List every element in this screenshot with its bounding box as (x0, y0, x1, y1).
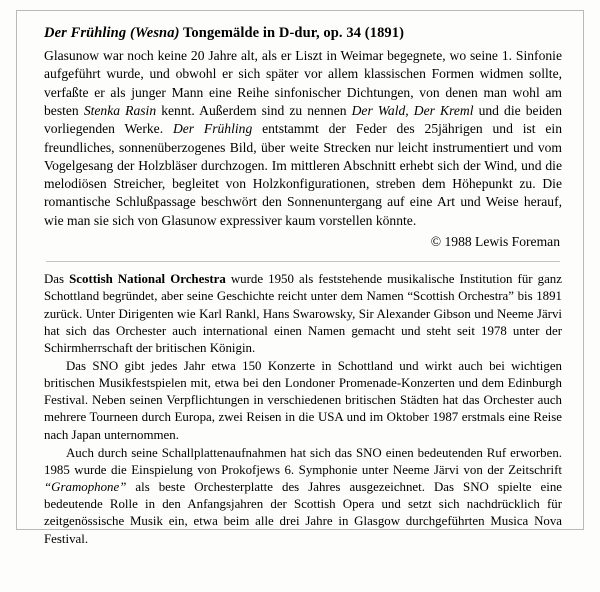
orchestra-p2-text: Das SNO gibt jedes Jahr etwa 150 Konzerte in Schottland und wirkt auch bei wichtigen britischen Musikfestspielen mit, etwa bei den Londoner Promenade-Konzerten und dem Edinburgh Festival. Neben seinen Verpflichtungen in verschiedenen britischen Städten hat das Orchester auch mehrere Tourneen durch Europa, zwei Reisen in die USA und im Oktober 1987 erstmals eine Reise nach Japan unternommen. (44, 359, 562, 442)
copyright-icon: © (430, 233, 442, 249)
copyright-text: 1988 Lewis Foreman (444, 233, 560, 249)
orchestra-p3-part2: als beste Orchesterplatte des Jahres ausgezeichnet. Das SNO spielte eine bedeutende Rolle in den Anfangsjahren der Scottish Opera und setzt sich nachdrücklich für zeitgenössische Musik ein, etwa beim alle drei Jahre in Glasgow durchgeführten Musica Nova Festival. (44, 480, 562, 546)
orchestra-name: Scottish National Orchestra (69, 272, 226, 287)
work-notes-paragraph (44, 47, 562, 230)
section-work-notes (44, 47, 562, 251)
copyright-line (44, 233, 562, 251)
orchestra-p1-lead: Das (44, 272, 70, 287)
document-content (28, 14, 578, 548)
section-orchestra-notes (44, 271, 562, 548)
title-alt-name: (Wesna) (129, 25, 180, 41)
work-notes-text: Glasunow war noch keine 20 Jahre alt, als er Liszt in Weimar begegnete, wo seine 1. Sinfonie aufgeführt wurde, und obwohl er sich später vor allem klassischen Formen widmen sollte, verfaßte er als junger Mann eine Reihe sinfonischer Dichtungen, von denen man wohl am besten Stenka Rasin kennt. Außerdem sind zu nennen Der Wald, Der Kreml und die beiden vorliegenden Werke. Der Frühling entstammt der Feder des 25jährigen und ist ein freundliches, sonnenüberzogenes Bild, über weite Strecken nur leicht instrumentiert und vom Vogelgesang der Holzbläser durchzogen. Im mittleren Abschnitt erhebt sich der Wind, und die melodiösen Streicher, begleitet von Holzkonfigurationen, streben dem Höhepunkt zu. Die romantische Schlußpassage beschwört den Sonnenuntergang auf eine Art und Weise herauf, wie man sie sich von Glasunow expressiver kaum vorstellen könnte. (44, 48, 563, 228)
orchestra-paragraph-3 (44, 445, 562, 548)
page-title (44, 24, 562, 42)
section-divider (46, 261, 560, 262)
orchestra-p1-rest: wurde 1950 als feststehende musikalische Institution für ganz Schottland begründet, aber seine Geschichte reicht unter dem Namen “Scottish Orchestra” bis 1891 zurück. Unter Dirigenten wie Karl Rankl, Hans Swarowsky, Sir Alexander Gibson und Neeme Järvi hat sich das Orchester auch international einen Namen gemacht und steht seit 1978 unter der Schirmherrschaft der britischen Königin. (44, 272, 562, 355)
magazine-name: “Gramophone” (44, 480, 127, 495)
title-rest: Tongemälde in D-dur, op. 34 (1891) (182, 25, 405, 41)
orchestra-paragraph-1 (44, 271, 562, 357)
orchestra-p3-part1: Auch durch seine Schallplattenaufnahmen hat sich das SNO einen bedeutenden Ruf erworben. 1985 wurde die Einspielung von Prokofjews 6. Symphonie unter Neeme Järvi von der Zeitschrift (44, 445, 562, 477)
title-work-name: Der Frühling (44, 25, 127, 41)
orchestra-paragraph-2 (44, 358, 562, 444)
